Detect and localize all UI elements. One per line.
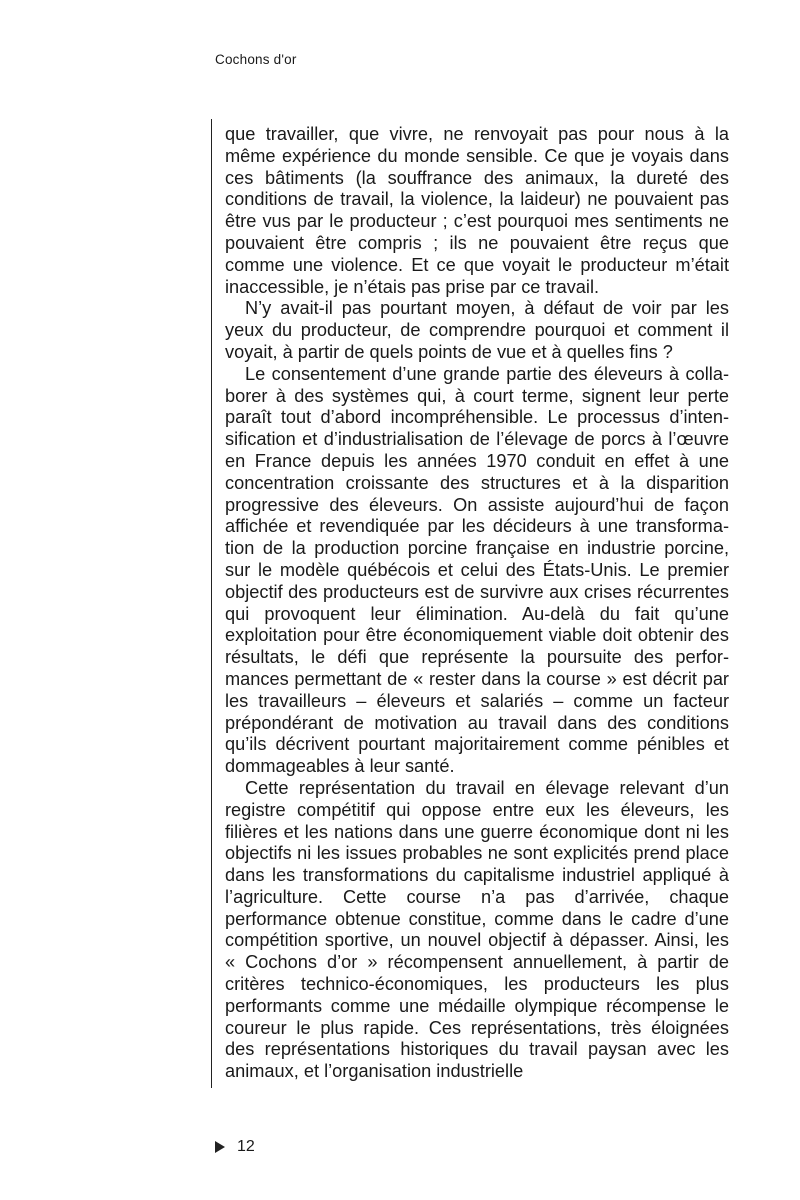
paragraph-4: Cette représentation du travail en élevage relevant d’un registre compétitif qui oppose entre eux les éleveurs, les filières et les nations dans une guerre économique dont ni les objectifs ni les issues probables ne sont explicités prend place dans les transformations du capitalisme industriel appliqué à l’agriculture. Cette course n’a pas d’arrivée, chaque performance obtenue constitue, comme dans le cadre d’une compétition sportive, un nouvel objectif à dépasser. Ainsi, les « Cochons d’or » récompensent annuellement, à partir de critères technico-économiques, les producteurs les plus performants comme une médaille olympique récompense le coureur le plus rapide. Ces représentations, très éloignées des représentations historiques du travail paysan avec les animaux, et l’organisation industrielle <box>225 777 729 1082</box>
running-head: Cochons d'or <box>215 52 297 67</box>
paragraph-1: que travailler, que vivre, ne renvoyait pas pour nous à la même expérience du monde sensible. Ce que je voyais dans ces bâtiments (la souffrance des animaux, la dureté des conditions de travail, la violence, la laideur) ne pouvaient pas être vus par le producteur ; c’est pourquoi mes sentiments ne pouvaient être compris ; ils ne pouvaient être reçus que comme une violence. Et ce que voyait le producteur m’était inaccessible, je n’étais pas prise par ce travail. <box>225 124 729 297</box>
page-number: 12 <box>237 1138 255 1155</box>
triangle-right-icon <box>215 1141 225 1153</box>
body-text <box>211 119 729 1088</box>
paragraph-2: N’y avait-il pas pourtant moyen, à défaut de voir par les yeux du producteur, de comprendre pourquoi et comment il voyait, à partir de quels points de vue et à quelles fins ? <box>225 298 729 362</box>
page-footer <box>215 1138 255 1156</box>
paragraph-3: Le consentement d’une grande partie des éleveurs à collaborer à des systèmes qui, à court terme, signent leur perte paraît tout d’abord incompréhensible. Le processus d’intensification et d’industrialisation de l’élevage de porcs à l’œuvre en France depuis les années 1970 conduit en effet à une concentration croissante des structures et à la disparition progressive des éleveurs. On assiste aujourd’hui de façon affichée et revendiquée par les décideurs à une transformation de la production porcine française en industrie porcine, sur le modèle québécois et celui des États-Unis. Le premier objectif des producteurs est de survivre aux crises récurrentes qui provoquent leur élimination. Au-delà du fait qu’une exploitation pour être économiquement viable doit obtenir des résultats, le défi que représente la poursuite des performances permettant de « rester dans la course » est décrit par les travailleurs – éleveurs et salariés – comme un facteur prépondérant de motivation au travail dans des conditions qu’ils décrivent pourtant majoritairement comme pénibles et dommageables à leur santé. <box>225 363 729 777</box>
